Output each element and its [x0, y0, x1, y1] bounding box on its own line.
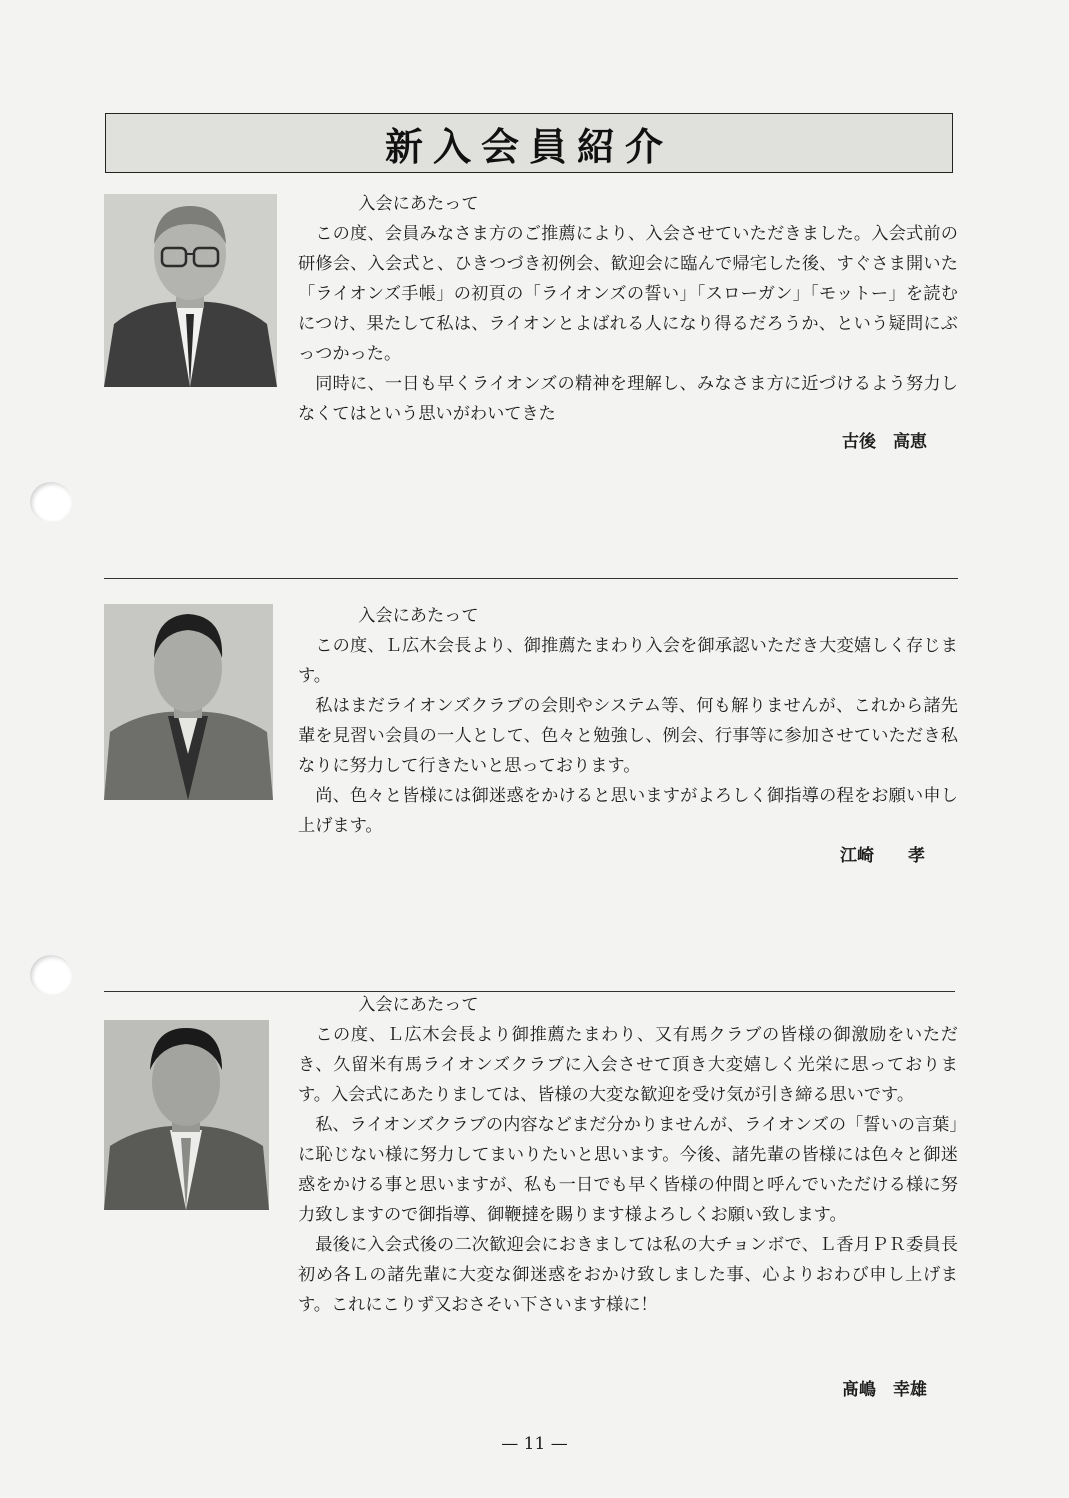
member-text-1	[298, 189, 958, 429]
member-heading-2: 入会にあたって	[358, 606, 479, 626]
member-paragraph: 最後に入会式後の二次歓迎会におきましては私の大チョンボで、Ｌ香月ＰＲ委員長初め各Ｌの諸先輩に大変な御迷惑をおかけ致しました事、心よりおわび申し上げます。これにこりず又おさそい下さいます様に！	[298, 1235, 958, 1315]
member-heading-3: 入会にあたって	[358, 995, 479, 1015]
punch-hole-bottom	[30, 955, 72, 995]
member-photo-1	[104, 194, 277, 387]
member-photo-2	[104, 604, 273, 800]
member-text-3	[298, 990, 958, 1320]
member-signature-1: 古後 高恵	[842, 432, 927, 452]
punch-hole-top	[30, 482, 72, 522]
member-photo-3	[104, 1020, 269, 1210]
member-heading-1: 入会にあたって	[358, 194, 479, 214]
member-signature-3: 髙嶋 幸雄	[842, 1380, 927, 1400]
member-paragraph: 尚、色々と皆様には御迷惑をかけると思いますがよろしく御指導の程をお願い申し上げます。	[298, 786, 958, 836]
member-paragraph: 同時に、一日も早くライオンズの精神を理解し、みなさま方に近づけるよう努力しなくてはという思いがわいてきた	[298, 374, 958, 424]
member-paragraph: この度、Ｌ広木会長より、御推薦たまわり入会を御承認いただき大変嬉しく存じます。	[298, 636, 958, 686]
page-title: 新入会員紹介	[384, 124, 673, 169]
member-paragraph: この度、Ｌ広木会長より御推薦たまわり、又有馬クラブの皆様の御激励をいただき、久留米有馬ライオンズクラブに入会させて頂き大変嬉しく光栄に思っております。入会式にあたりましては、皆様の大変な歓迎を受け気が引き締る思いです。	[298, 1025, 958, 1105]
page-number: — 11 —	[501, 1434, 568, 1454]
member-paragraph: この度、会員みなさま方のご推薦により、入会させていただきました。入会式前の研修会、入会式と、ひきつづき初例会、歓迎会に臨んで帰宅した後、すぐさま開いた「ライオンズ手帳」の初頁の「ライオンズの誓い」「スローガン」「モットー」を読むにつけ、果たして私は、ライオンとよばれる人になり得るだろうか、という疑問にぶっつかった。	[298, 224, 958, 364]
member-paragraph: 私、ライオンズクラブの内容などまだ分かりませんが、ライオンズの「誓いの言葉」に恥じない様に努力してまいりたいと思います。今後、諸先輩の皆様には色々と御迷惑をかける事と思いますが、私も一日でも早く皆様の仲間と呼んでいただける様に努力致しますので御指導、御鞭撻を賜ります様よろしくお願い致します。	[298, 1115, 958, 1225]
member-paragraph: 私はまだライオンズクラブの会則やシステム等、何も解りませんが、これから諸先輩を見習い会員の一人として、色々と勉強し、例会、行事等に参加させていただき私なりに努力して行きたいと思っております。	[298, 696, 958, 776]
section-divider	[104, 578, 958, 579]
page-title-box	[105, 113, 953, 173]
member-signature-2: 江崎 孝	[840, 846, 925, 866]
member-text-2	[298, 601, 958, 841]
